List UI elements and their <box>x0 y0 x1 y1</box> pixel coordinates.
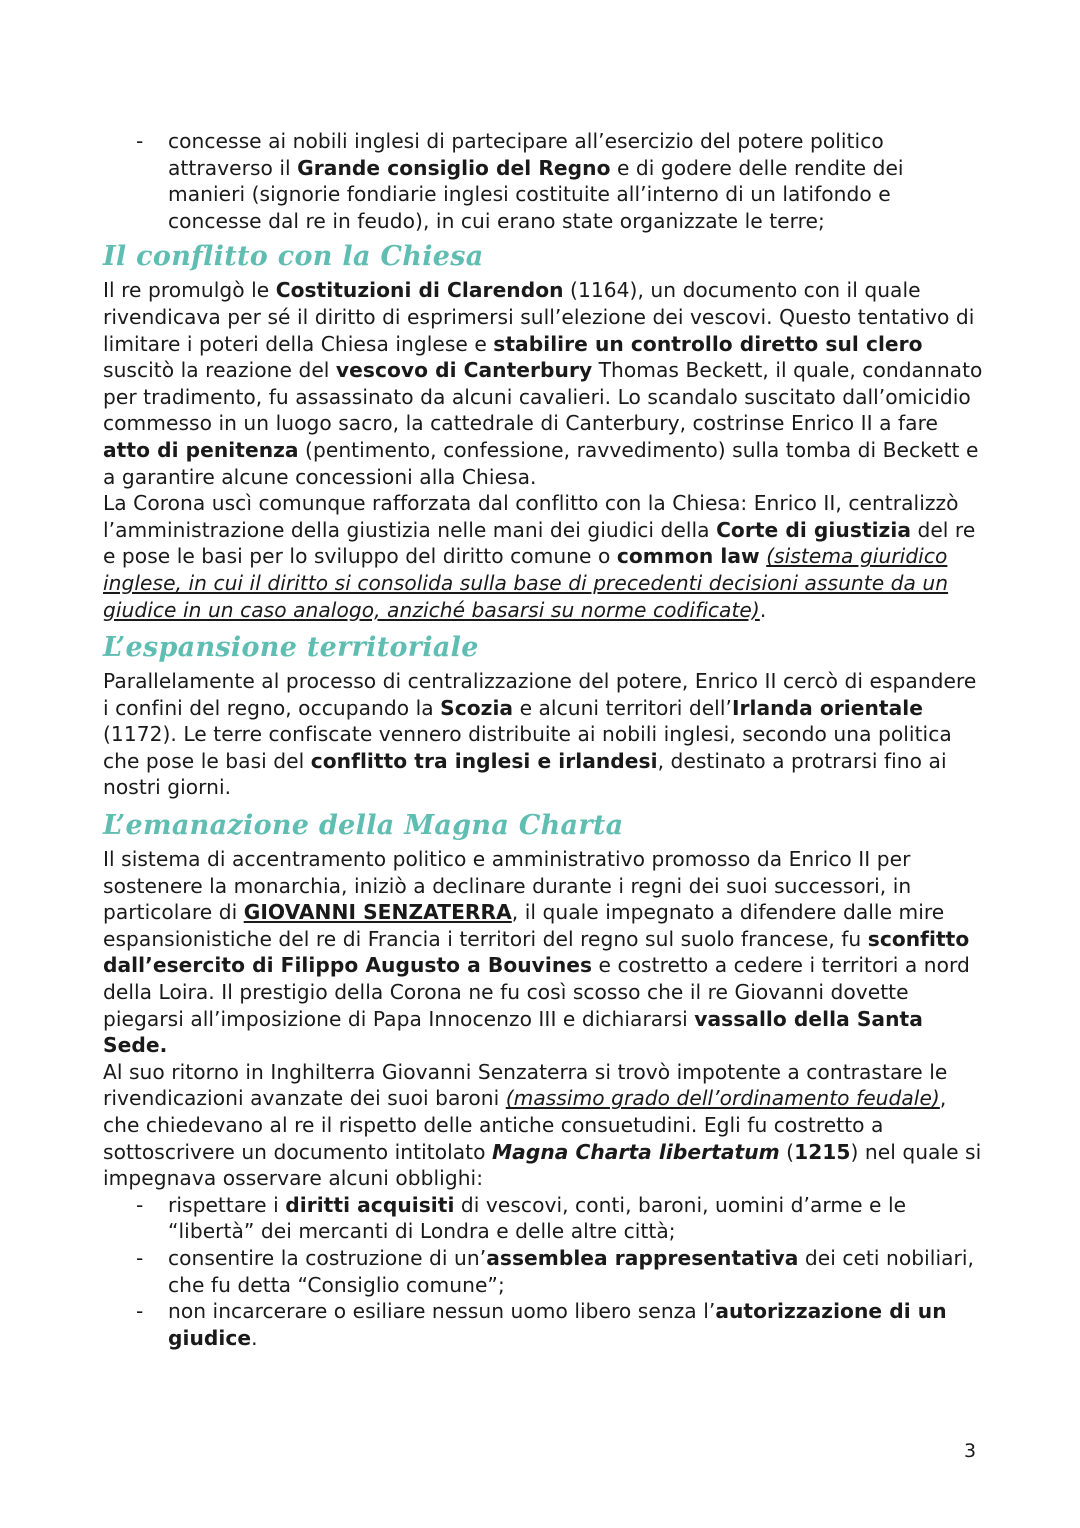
text-run: del re e pose le basi per lo sviluppo del diritto comune o <box>103 517 976 569</box>
text-run: Parallelamente al processo di centralizzazione del potere, Enrico II cercò di espandere i confini del regno, occupando la <box>103 669 977 720</box>
obligations-list <box>103 1192 983 1352</box>
underlined-definition: (massimo grado dell’ordinamento feudale) <box>505 1086 940 1111</box>
section-heading-conflitto: Il conflitto con la Chiesa <box>103 241 484 273</box>
text-run: ( <box>779 1139 795 1164</box>
bold-term: conflitto tra inglesi e irlandesi <box>310 748 658 773</box>
text-run: , destinato a protrarsi fino ai nostri giorni. <box>103 748 947 800</box>
bold-term: vescovo di Canterbury <box>335 358 593 383</box>
bullet-dash: - <box>136 1192 144 1217</box>
text-run: e costretto a cedere i territori a nord della Loira. Il prestigio della Corona ne fu così scosso che il re Giovanni dovette piegarsi all’imposizione di Papa Innocenzo III e dichiararsi <box>103 953 970 1031</box>
text-run: Il re promulgò le <box>103 278 276 303</box>
bold-term: Grande consiglio del Regno <box>297 155 611 180</box>
text-run: Thomas Beckett, il quale, condannato per tradimento, fu assassinato da alcuni cavalieri. Lo scandalo suscitato dall’omicidio commesso in un luogo sacro, la cattedrale di Canterbury, costrinse Enrico II a fare <box>103 358 983 436</box>
text-run: di vescovi, conti, baroni, uomini d’arme e le “libertà” dei mercanti di Londra e delle altre città; <box>168 1192 907 1244</box>
bold-term: Irlanda orientale <box>731 695 923 720</box>
text-run: e di godere delle rendite dei manieri (signorie fondiarie inglesi costituite all’interno di un latifondo e concesse dal re in feudo), in cui erano state organizzate le terre; <box>168 155 904 233</box>
bold-term: sconfitto dall’esercito di Filippo Augusto a Bouvines <box>103 926 970 978</box>
text-run: , il quale impegnato a difendere dalle mire espansionistiche del re di Francia i territori del regno sul suolo francese, fu <box>103 900 945 951</box>
text-run: Al suo ritorno in Inghilterra Giovanni Senzaterra si trovò impotente a contrastare le rivendicazioni avanzate dei suoi baroni <box>103 1059 948 1111</box>
text-run: consentire la costruzione di un’ <box>168 1245 487 1270</box>
bold-term: stabilire un controllo diretto sul clero <box>493 331 923 356</box>
bold-term: 1215 <box>794 1139 851 1164</box>
paragraph <box>103 846 983 1059</box>
section-heading-magna-charta: L’emanazione della Magna Charta <box>103 810 624 842</box>
bold-italic-title: Magna Charta libertatum <box>492 1139 780 1164</box>
bullet-dash: - <box>136 1245 144 1270</box>
bullet-dash: - <box>136 1299 144 1324</box>
text-run: ) nel quale si impegnava osservare alcuni obblighi: <box>103 1139 982 1191</box>
section-heading-espansione: L’espansione territoriale <box>103 632 479 664</box>
bold-term: assemblea rappresentativa <box>486 1245 799 1270</box>
paragraph <box>103 668 983 801</box>
paragraph <box>103 277 983 490</box>
text-run: rispettare i <box>168 1192 286 1217</box>
bullet-dash: - <box>136 129 144 153</box>
bold-term: Corte di giustizia <box>716 517 911 542</box>
text-run: . <box>159 1033 168 1058</box>
underlined-definition: (sistema giuridico inglese, in cui il diritto si consolida sulla base di precedenti decisioni assunte da un giudice in un caso analogo, anziché basarsi su norme codificate) <box>103 544 949 622</box>
list-item <box>103 1192 983 1245</box>
text-run: (1164), un documento con il quale rivendicava per sé il diritto di esprimersi sull’elezione dei vescovi. Questo tentativo di limitare i poteri della Chiesa inglese e <box>103 278 975 356</box>
text-run: non incarcerare o esiliare nessun uomo libero senza l’ <box>168 1299 716 1324</box>
paragraph <box>103 1059 983 1192</box>
intro-list <box>103 128 983 234</box>
bold-term: common law <box>616 544 760 569</box>
bold-term: Scozia <box>440 695 514 720</box>
paragraph <box>103 490 983 623</box>
bold-term: vassallo della Santa Sede <box>103 1006 923 1058</box>
text-run: Il sistema di accentramento politico e amministrativo promosso da Enrico II per sostenere la monarchia, iniziò a declinare durante i regni dei suoi successori, in particolare di <box>103 847 912 925</box>
text-run: . <box>251 1325 258 1350</box>
bold-term: autorizzazione di un giudice <box>168 1299 947 1350</box>
text-run: . <box>759 597 767 622</box>
text-run: suscitò la reazione del <box>103 358 336 383</box>
text-run: (pentimento, confessione, ravvedimento) sulla tomba di Beckett e a garantire alcune concessioni alla Chiesa. <box>103 437 979 489</box>
bold-underlined-name: GIOVANNI SENZATERRA <box>243 900 512 925</box>
list-item <box>103 128 983 234</box>
text-run: e alcuni territori dell’ <box>513 695 732 720</box>
text-run: La Corona uscì comunque rafforzata dal conflitto con la Chiesa: Enrico II, centralizzò l’amministrazione della giustizia nelle mani dei giudici della <box>103 491 959 542</box>
bold-term: atto di penitenza <box>103 437 299 462</box>
list-item <box>103 1298 983 1351</box>
text-run: , che chiedevano al re il rispetto delle antiche consuetudini. Egli fu costretto a sottoscrivere un documento intitolato <box>103 1086 947 1164</box>
bold-term: Costituzioni di Clarendon <box>275 278 564 303</box>
text-run: (1172). Le terre confiscate vennero distribuite ai nobili inglesi, secondo una politica che pose le basi del <box>103 722 952 773</box>
text-run: dei ceti nobiliari, che fu detta “Consiglio comune”; <box>168 1245 975 1297</box>
page-content <box>103 128 983 1351</box>
page-number: 3 <box>964 1440 977 1462</box>
list-item <box>103 1245 983 1298</box>
text-run: concesse ai nobili inglesi di partecipare all’esercizio del potere politico attraverso il <box>168 129 884 180</box>
bold-term: diritti acquisiti <box>285 1192 455 1217</box>
